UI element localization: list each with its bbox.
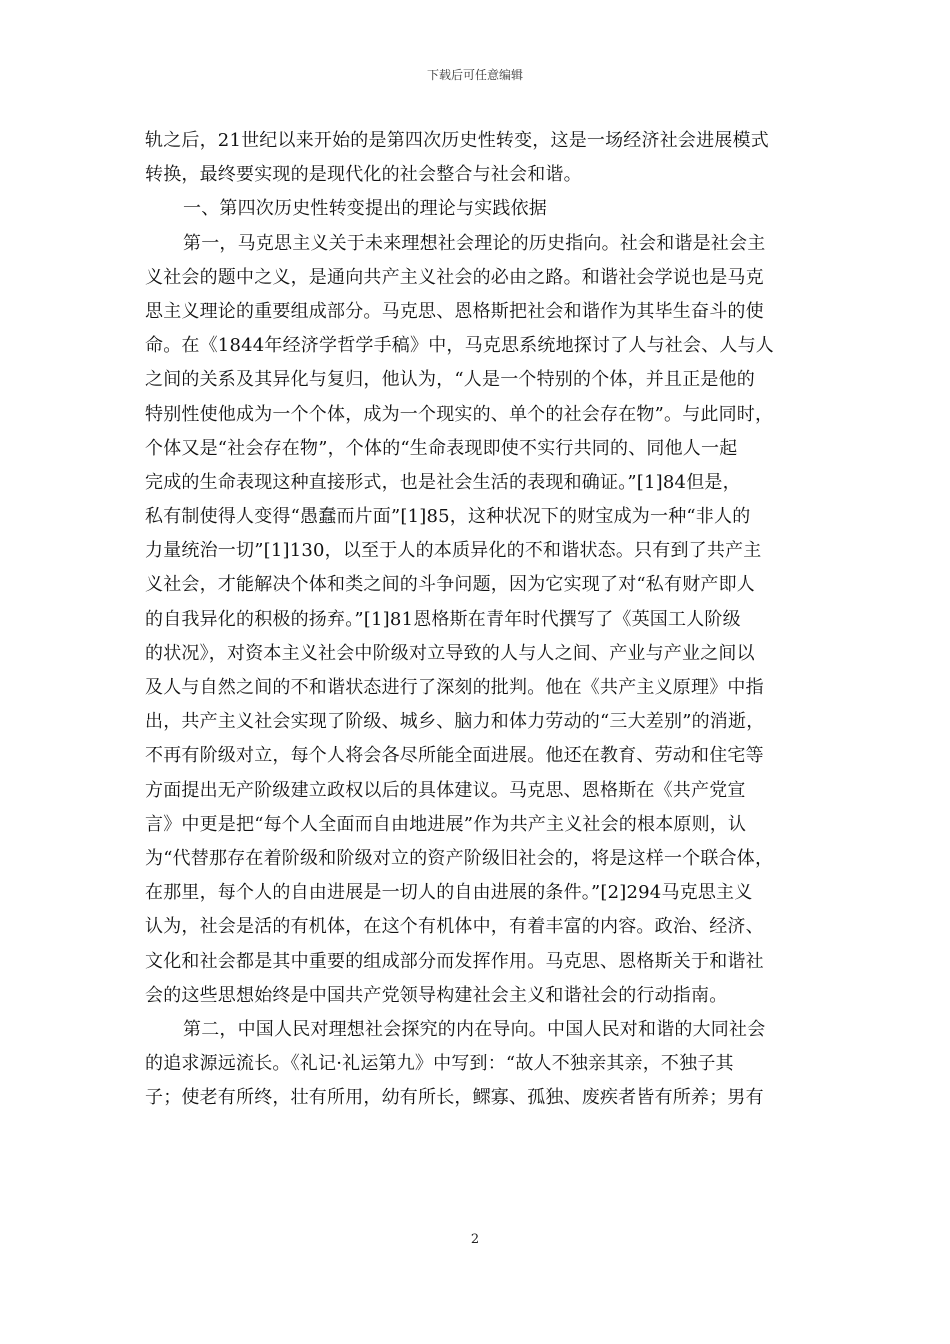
paragraph-first-line: 第一，马克思主义关于未来理想社会理论的历史指向。社会和谐是社会主	[183, 232, 766, 254]
text-line: 思主义理论的重要组成部分。马克思、恩格斯把社会和谐作为其毕生奋斗的使	[145, 300, 764, 322]
text-line: 义社会的题中之义，是通向共产主义社会的必由之路。和谐社会学说也是马克	[145, 266, 764, 288]
text-line: 会的这些思想始终是中国共产党领导构建社会主义和谐社会的行动指南。	[145, 984, 728, 1006]
text-line: 的自我异化的积极的扬弃。”[1]81恩格斯在青年时代撰写了《英国工人阶级	[145, 608, 741, 630]
document-body	[145, 124, 808, 1115]
text-line: 特别性使他成为一个个体，成为一个现实的、单个的社会存在物”。与此同时，	[145, 403, 774, 425]
text-line: 出，共产主义社会实现了阶级、城乡、脑力和体力劳动的“三大差别”的消逝，	[145, 711, 765, 733]
text-line: 力量统治一切”[1]130，以至于人的本质异化的不和谐状态。只有到了共产主	[145, 540, 762, 562]
section-heading: 一、第四次历史性转变提出的理论与实践依据	[183, 198, 547, 220]
paragraph-first-line: 第二，中国人民对理想社会探究的内在导向。中国人民对和谐的大同社会	[183, 1018, 766, 1040]
text-line: 私有制使得人变得“愚蠢而片面”[1]85，这种状况下的财宝成为一种“非人的	[145, 506, 751, 528]
text-line: 轨之后，21世纪以来开始的是第四次历史性转变，这是一场经济社会进展模式	[145, 130, 769, 151]
page-header: 下载后可任意编辑	[426, 68, 523, 82]
text-line: 言》中更是把“每个人全面而自由地进展”作为共产主义社会的根本原则，认	[145, 813, 747, 835]
text-line: 文化和社会都是其中重要的组成部分而发挥作用。马克思、恩格斯关于和谐社	[145, 950, 764, 972]
text-line: 子；使老有所终，壮有所用，幼有所长，鳏寡、孤独、废疾者皆有所养；男有	[145, 1087, 764, 1109]
page-number: 2	[470, 1232, 480, 1247]
text-line: 义社会，才能解决个体和类之间的斗争问题，因为它实现了对“私有财产即人	[145, 574, 755, 596]
text-line: 个体又是“社会存在物”，个体的“生命表现即使不实行共同的、同他人一起	[145, 437, 738, 459]
text-line: 之间的关系及其异化与复归，他认为，“人是一个特别的个体，并且正是他的	[145, 369, 755, 391]
text-line: 不再有阶级对立，每个人将会各尽所能全面进展。他还在教育、劳动和住宅等	[145, 745, 764, 767]
text-line: 方面提出无产阶级建立政权以后的具体建议。马克思、恩格斯在《共产党宣	[145, 779, 746, 801]
text-line: 在那里，每个人的自由进展是一切人的自由进展的条件。”[2]294马克思主义	[145, 882, 753, 904]
text-line: 为“代替那存在着阶级和阶级对立的资产阶级旧社会的，将是这样一个联合体，	[145, 847, 774, 869]
text-line: 转换，最终要实现的是现代化的社会整合与社会和谐。	[145, 164, 582, 186]
text-line: 完成的生命表现这种直接形式，也是社会生活的表现和确证。”[1]84但是，	[145, 471, 741, 493]
text-line: 及人与自然之间的不和谐状态进行了深刻的批判。他在《共产主义原理》中指	[145, 677, 764, 698]
text-line: 认为，社会是活的有机体，在这个有机体中，有着丰富的内容。政治、经济、	[145, 916, 764, 938]
text-line: 命。在《1844年经济学哲学手稿》中，马克思系统地探讨了人与社会、人与人	[145, 335, 775, 357]
text-line: 的状况》，对资本主义社会中阶级对立导致的人与人之间、产业与产业之间以	[145, 642, 755, 664]
text-line: 的追求源远流长。《礼记·礼运第九》中写到：“故人不独亲其亲，不独子其	[145, 1053, 734, 1075]
